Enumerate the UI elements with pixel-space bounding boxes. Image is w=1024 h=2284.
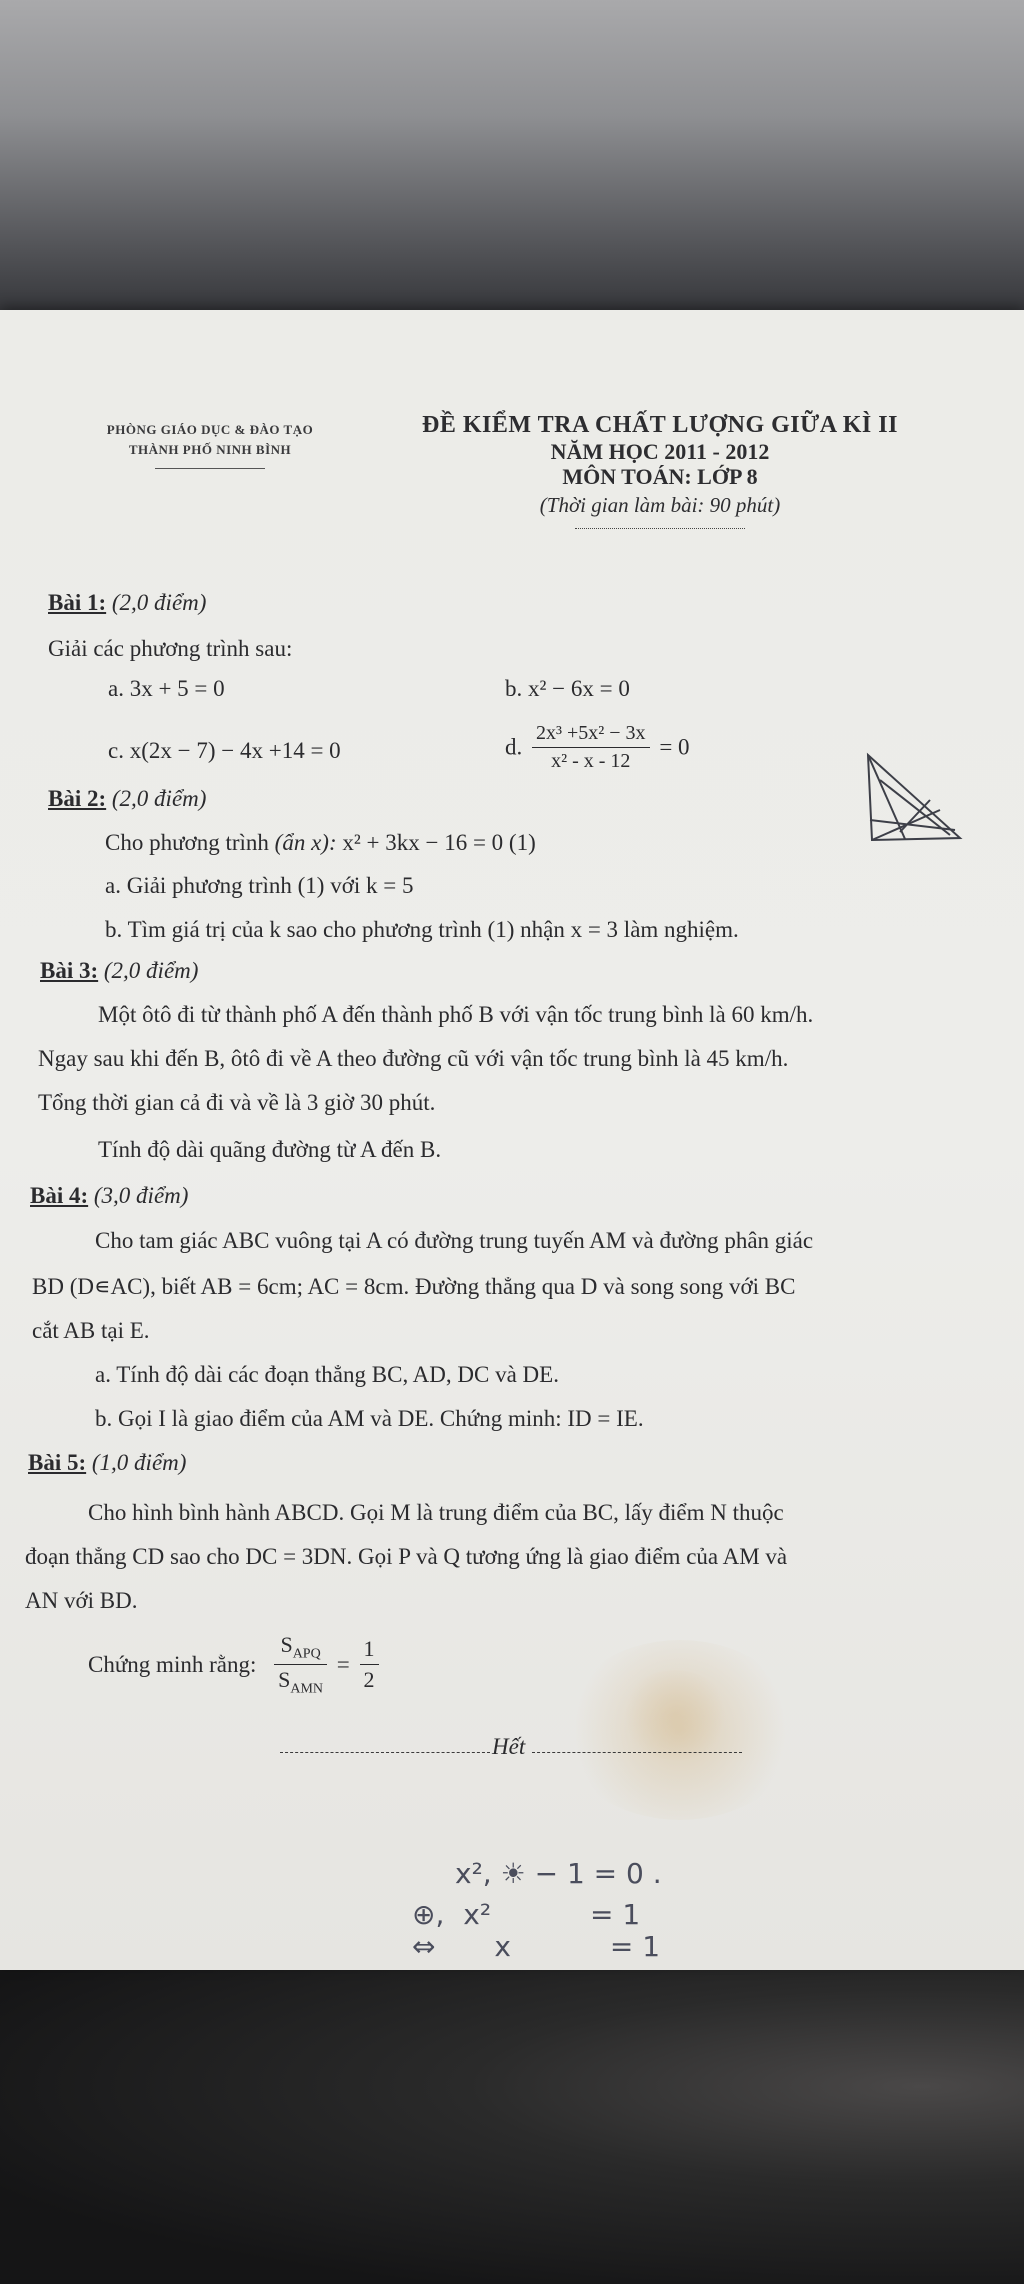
problem-5-line-1: Cho hình bình hành ABCD. Gọi M là trung điểm của BC, lấy điểm N thuộc xyxy=(88,1500,784,1525)
background-top xyxy=(0,0,1024,330)
school-header xyxy=(60,420,360,469)
fraction-numerator: 2x³ +5x² − 3x xyxy=(532,722,650,748)
problem-2-part-a: a. Giải phương trình (1) với k = 5 xyxy=(105,873,414,898)
problem-points: (2,0 điểm) xyxy=(111,786,207,811)
exam-title: ĐỀ KIỂM TRA CHẤT LƯỢNG GIỮA KÌ II xyxy=(422,412,898,438)
time-limit: (Thời gian làm bài: 90 phút) xyxy=(539,493,781,517)
end-mark: Hết xyxy=(492,1734,526,1759)
background-bottom xyxy=(0,1955,1024,2284)
city-name: THÀNH PHỐ NINH BÌNH xyxy=(128,442,292,457)
problem-1-heading xyxy=(48,590,206,616)
header-divider xyxy=(155,468,265,469)
fraction-denominator: 2 xyxy=(363,1667,375,1693)
problem-points: (2,0 điểm) xyxy=(111,590,207,615)
problem-4-line-2: BD (D∊AC), biết AB = 6cm; AC = 8cm. Đường thẳng qua D và song song với BC xyxy=(32,1274,796,1299)
area-subscript: AMN xyxy=(290,1681,324,1697)
equation-b: b. x² − 6x = 0 xyxy=(505,676,630,701)
problem-label: Bài 2: xyxy=(48,786,107,811)
prove-label: Chứng minh rằng: xyxy=(88,1651,257,1677)
area-ratio-fraction xyxy=(274,1632,327,1698)
intro-text: Cho phương trình xyxy=(105,830,275,855)
problem-4-line-1: Cho tam giác ABC vuông tại A có đường trung tuyến AM và đường phân giác xyxy=(95,1228,814,1253)
problem-2-intro xyxy=(105,830,536,856)
handwritten-value: = 1 xyxy=(609,1930,661,1963)
problem-4-part-b: b. Gọi I là giao điểm của AM và DE. Chứng minh: ID = IE. xyxy=(95,1406,644,1431)
handwritten-term: x² xyxy=(463,1898,492,1931)
intro-equation: x² + 3kx − 16 = 0 (1) xyxy=(336,830,536,855)
equation-d-rhs: = 0 xyxy=(659,734,690,760)
area-symbol: S xyxy=(280,1632,293,1657)
problem-3-line-1: Một ôtô đi từ thành phố A đến thành phố B với vận tốc trung bình là 60 km/h. xyxy=(98,1002,814,1027)
problem-label: Bài 4: xyxy=(30,1183,89,1208)
stain xyxy=(620,1670,730,1760)
fraction-denominator: x² - x - 12 xyxy=(551,750,631,772)
problem-5-line-3: AN với BD. xyxy=(25,1588,138,1613)
problem-4-heading xyxy=(30,1183,188,1209)
handwritten-symbol: ⇔ xyxy=(412,1930,436,1963)
problem-points: (3,0 điểm) xyxy=(93,1183,189,1208)
problem-label: Bài 3: xyxy=(40,958,99,983)
problem-1-intro: Giải các phương trình sau: xyxy=(48,636,293,661)
fraction-denominator xyxy=(274,1665,327,1697)
problem-2-heading xyxy=(48,786,206,812)
equation-c: c. x(2x − 7) − 4x +14 = 0 xyxy=(108,738,341,763)
handwritten-term: x xyxy=(494,1930,511,1963)
end-divider-right xyxy=(532,1752,742,1753)
problem-5-prove xyxy=(88,1632,383,1698)
handwritten-symbol: ⊕, xyxy=(412,1898,445,1931)
half-fraction xyxy=(360,1636,379,1693)
end-divider-left xyxy=(280,1752,490,1753)
problem-3-line-3: Tổng thời gian cả đi và về là 3 giờ 30 phút. xyxy=(38,1090,436,1115)
school-year: NĂM HỌC 2011 - 2012 xyxy=(550,439,770,464)
problem-label: Bài 5: xyxy=(28,1450,87,1475)
equation-d-fraction xyxy=(532,722,650,773)
problem-points: (2,0 điểm) xyxy=(103,958,199,983)
triangle-sketch xyxy=(860,750,970,850)
area-symbol: S xyxy=(278,1667,291,1693)
header-divider xyxy=(575,528,745,529)
problem-label: Bài 1: xyxy=(48,590,107,615)
equation-a: a. 3x + 5 = 0 xyxy=(108,676,225,701)
problem-2-part-b: b. Tìm giá trị của k sao cho phương trình (1) nhận x = 3 làm nghiệm. xyxy=(105,917,739,942)
handwritten-value: = 1 xyxy=(589,1898,641,1931)
fraction-numerator xyxy=(274,1632,327,1665)
area-subscript: APQ xyxy=(292,1646,321,1662)
handwritten-line-1: x², ☀ − 1 = 0 . xyxy=(455,1857,662,1890)
exam-header xyxy=(400,410,920,529)
problem-5-line-2: đoạn thẳng CD sao cho DC = 3DN. Gọi P và Q tương ứng là giao điểm của AM và xyxy=(25,1544,788,1569)
fraction-numerator: 1 xyxy=(360,1636,379,1665)
problem-3-heading xyxy=(40,958,198,984)
department-name: PHÒNG GIÁO DỤC & ĐÀO TẠO xyxy=(106,422,314,437)
problem-5-heading xyxy=(28,1450,186,1476)
problem-points: (1,0 điểm) xyxy=(91,1450,187,1475)
problem-4-part-a: a. Tính độ dài các đoạn thẳng BC, AD, DC và DE. xyxy=(95,1362,559,1387)
handwritten-line-3 xyxy=(412,1930,660,1963)
subject: MÔN TOÁN: LỚP 8 xyxy=(562,464,758,489)
equation-d xyxy=(505,722,690,773)
intro-variable: (ẩn x): xyxy=(274,830,337,855)
problem-3-line-2: Ngay sau khi đến B, ôtô đi về A theo đường cũ với vận tốc trung bình là 45 km/h. xyxy=(38,1046,789,1071)
equation-d-label: d. xyxy=(505,734,523,760)
equals-sign: = xyxy=(336,1651,350,1677)
problem-4-line-3: cắt AB tại E. xyxy=(32,1318,150,1343)
handwritten-line-2 xyxy=(412,1898,640,1931)
problem-3-line-4: Tính độ dài quãng đường từ A đến B. xyxy=(98,1137,442,1162)
